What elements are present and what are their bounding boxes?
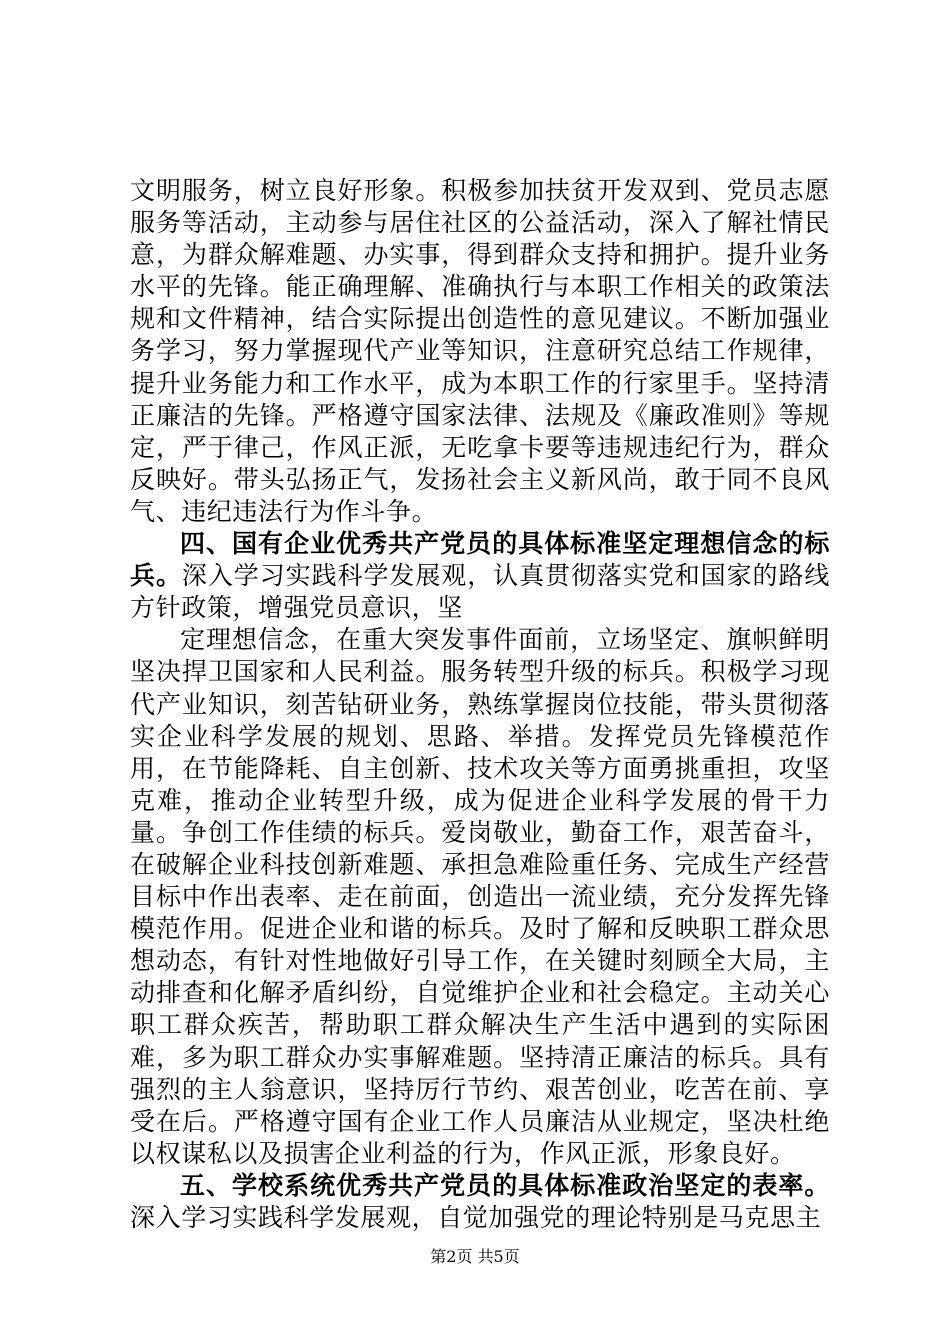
page-number-footer: 第2页 共5页 [430,1247,520,1266]
document-body [130,175,830,1234]
section-heading-4: 四、国有企业优秀共产党员的具体标准坚定理想信念的标兵。 [130,529,830,591]
paragraph-1 [130,175,830,528]
paragraph-4 [130,1170,830,1234]
paragraph-2 [130,528,830,624]
paragraph-3 [130,624,830,1170]
paragraph-2-text: 深入学习实践科学发展观，认真贯彻落实党和国家的路线方针政策，增强党员意识，坚 [130,561,830,623]
paragraph-1-text: 文明服务，树立良好形象。积极参加扶贫开发双到、党员志愿服务等活动，主动参与居住社区的公益活动，深入了解社情民意，为群众解难题、办实事，得到群众支持和拥护。提升业务水平的先锋。能正确理解、准确执行与本职工作相关的政策法规和文件精神，结合实际提出创造性的意见建议。不断加强业务学习，努力掌握现代产业等知识，注意研究总结工作规律，提升业务能力和工作水平，成为本职工作的行家里手。坚持清正廉洁的先锋。严格遵守国家法律、法规及《廉政准则》等规定，严于律己，作风正派，无吃拿卡要等违规违纪行为，群众反映好。带头弘扬正气，发扬社会主义新风尚，敢于同不良风气、违纪违法行为作斗争。 [130,176,830,526]
paragraph-4-text: 深入学习实践科学发展观，自觉加强党的理论特别是马克思主 [130,1203,822,1232]
section-heading-5: 五、学校系统优秀共产党员的具体标准政治坚定的表率。 [180,1170,830,1200]
paragraph-3-text: 定理想信念，在重大突发事件面前，立场坚定、旗帜鲜明坚决捍卫国家和人民利益。服务转型升级的标兵。积极学习现代产业知识，刻苦钻研业务，熟练掌握岗位技能，带头贯彻落实企业科学发展的规划、思路、举措。发挥党员先锋模范作用，在节能降耗、自主创新、技术攻关等方面勇挑重担，攻坚克难，推动企业转型升级，成为促进企业科学发展的骨干力量。争创工作佳绩的标兵。爱岗敬业，勤奋工作，艰苦奋斗，在破解企业科技创新难题、承担急难险重任务、完成生产经营目标中作出表率、走在前面，创造出一流业绩，充分发挥先锋模范作用。促进企业和谐的标兵。及时了解和反映职工群众思想动态，有针对性地做好引导工作，在关键时刻顾全大局，主动排查和化解矛盾纠纷，自觉维护企业和社会稳定。主动关心职工群众疾苦，帮助职工群众解决生产生活中遇到的实际困难，多为职工群众办实事解难题。坚持清正廉洁的标兵。具有强烈的主人翁意识，坚持厉行节约、艰苦创业，吃苦在前、享受在后。严格遵守国有企业工作人员廉洁从业规定，坚决杜绝以权谋私以及损害企业利益的行为，作风正派，形象良好。 [130,625,830,1168]
